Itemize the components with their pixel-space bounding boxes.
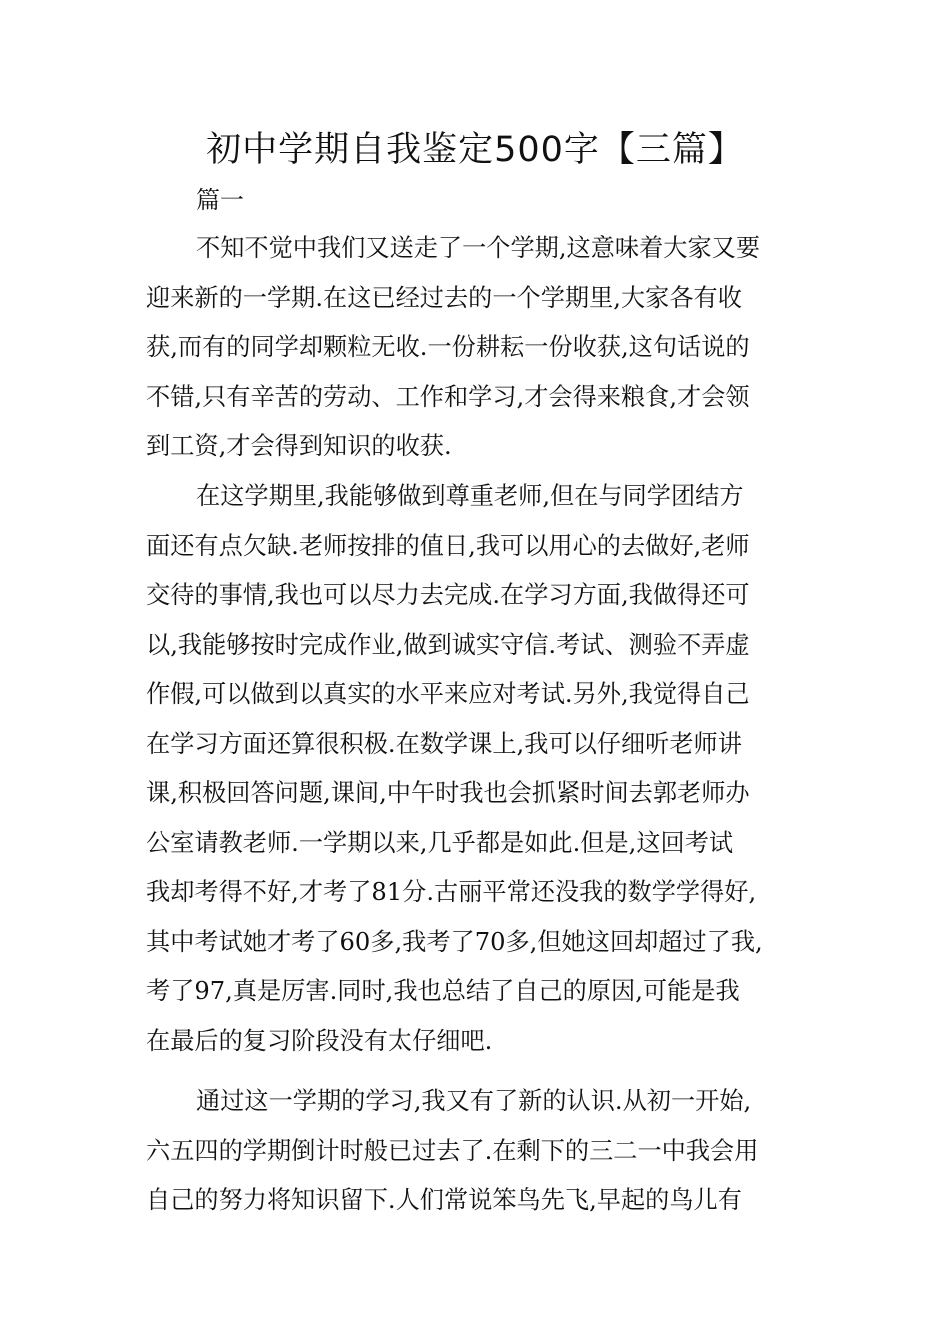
paragraph-3: [146, 1077, 812, 1226]
paragraph-line: 以,我能够按时完成作业,做到诚实守信.考试、测验不弄虚: [146, 630, 750, 659]
paragraph-line: 在最后的复习阶段没有太仔细吧.: [146, 1026, 493, 1055]
paragraph-line: 获,而有的同学却颗粒无收.一份耕耘一份收获,这句话说的: [146, 333, 750, 361]
paragraph-line: 在学习方面还算很积极.在数学课上,我可以仔细听老师讲: [146, 729, 742, 758]
paragraph-line: 在这学期里,我能够做到尊重老师,但在与同学团结方: [196, 482, 744, 510]
section-label: 篇一: [196, 186, 244, 214]
paragraph-1: [146, 224, 812, 472]
paragraph-line: 课,积极回答问题,课间,中午时我也会抓紧时间去郭老师办: [146, 779, 750, 807]
paragraph-line: 考了97,真是厉害.同时,我也总结了自己的原因,可能是我: [146, 977, 740, 1005]
paragraph-2: [146, 472, 812, 1066]
paragraph-line: 不错,只有辛苦的劳动、工作和学习,才会得来粮食,才会领: [146, 382, 750, 411]
paragraph-line: 通过这一学期的学习,我又有了新的认识.从初一开始,: [196, 1087, 752, 1115]
paragraph-line: 交待的事情,我也可以尽力去完成.在学习方面,我做得还可: [146, 581, 750, 609]
paragraph-line: 自己的努力将知识留下.人们常说笨鸟先飞,早起的鸟儿有: [146, 1186, 742, 1214]
paragraph-line: 六五四的学期倒计时般已过去了.在剩下的三二一中我会用: [146, 1136, 759, 1165]
document-title: 初中学期自我鉴定500字【三篇】: [206, 130, 744, 170]
paragraph-line: 其中考试她才考了60多,我考了70多,但她这回却超过了我,: [146, 927, 763, 956]
paragraph-line: 公室请教老师.一学期以来,几乎都是如此.但是,这回考试: [146, 828, 734, 857]
paragraph-line: 到工资,才会得到知识的收获.: [146, 432, 452, 460]
paragraph-line: 不知不觉中我们又送走了一个学期,这意味着大家又要: [196, 234, 761, 262]
paragraph-line: 作假,可以做到以真实的水平来应对考试.另外,我觉得自己: [146, 680, 750, 708]
paragraph-line: 迎来新的一学期.在这已经过去的一个学期里,大家各有收: [146, 283, 742, 312]
paragraph-line: 我却考得不好,才考了81分.古丽平常还没我的数学学得好,: [146, 878, 757, 906]
paragraph-line: 面还有点欠缺.老师按排的值日,我可以用心的去做好,老师: [146, 531, 750, 560]
